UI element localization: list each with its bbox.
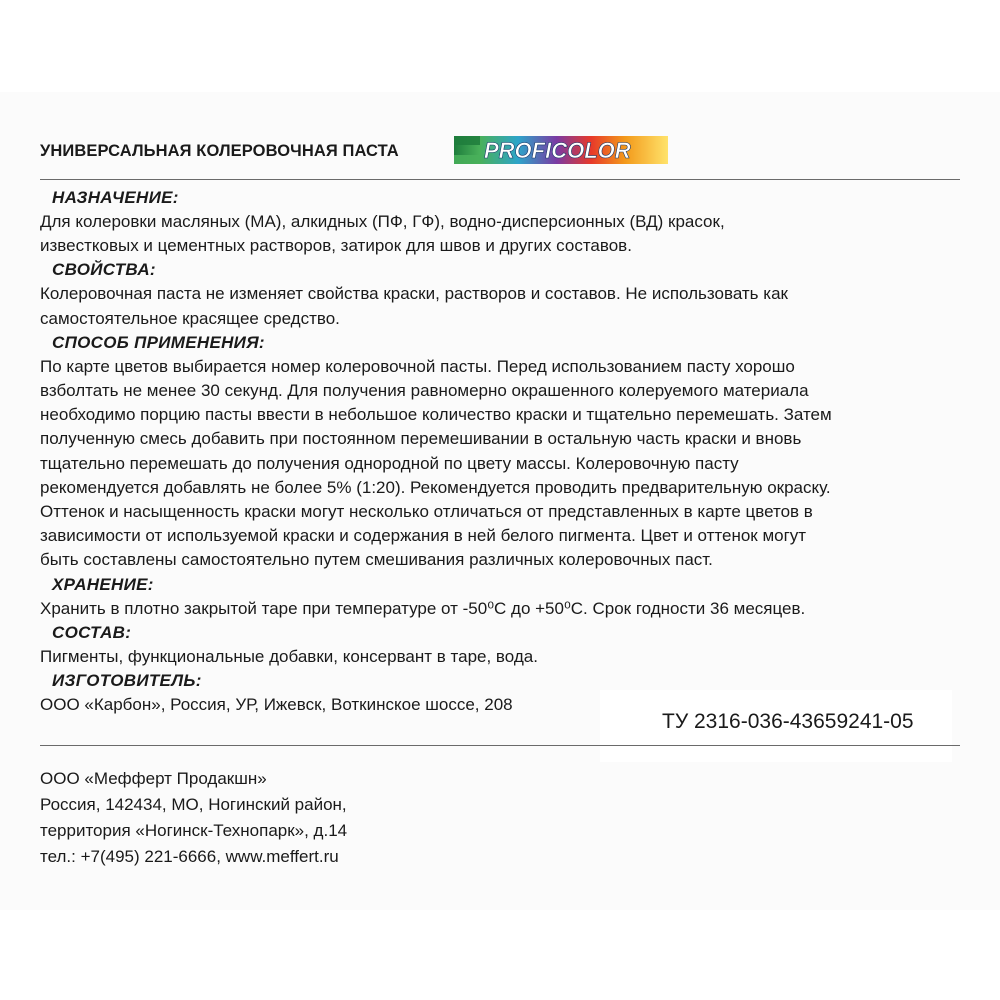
section-heading: ХРАНЕНИЕ:: [52, 574, 154, 594]
tu-number: ТУ 2316-036-43659241-05: [662, 710, 914, 733]
logo-text: PROFICOLOR: [484, 138, 631, 163]
section-text: ООО «Карбон», Россия, УР, Ижевск, Воткинское шоссе, 208: [40, 695, 513, 715]
section-text: Колеровочная паста не изменяет свойства краски, растворов и составов. Не использовать как самостоятельное красящее средство.: [40, 284, 788, 328]
section-heading: СПОСОБ ПРИМЕНЕНИЯ:: [52, 332, 265, 352]
header: [40, 136, 960, 168]
section-text: Хранить в плотно закрытой таре при температуре от -50⁰С до +50⁰С. Срок годности 36 месяцев.: [40, 598, 806, 618]
bottom-divider: [40, 745, 960, 746]
page-title: УНИВЕРСАЛЬНАЯ КОЛЕРОВОЧНАЯ ПАСТА: [40, 142, 399, 160]
importer-info: ООО «Мефферт Продакшн» Россия, 142434, МО, Ногинский район, территория «Ногинск-Технопарк», д.14 тел.: +7(495) 221-6666, www.meffert.ru: [40, 769, 348, 866]
section-heading: СОСТАВ:: [52, 622, 132, 642]
section-properties: [40, 258, 970, 330]
section-storage: [40, 573, 970, 621]
section-heading: ИЗГОТОВИТЕЛЬ:: [52, 671, 202, 691]
section-text: Пигменты, функциональные добавки, консервант в таре, вода.: [40, 646, 538, 666]
section-composition: [40, 621, 970, 669]
label-content: [40, 186, 970, 717]
section-application: [40, 331, 970, 573]
section-text: По карте цветов выбирается номер колеровочной пасты. Перед использованием пасту хорошо взболтать не менее 30 секунд. Для получения равномерно окрашенного колеруемого материала необходимо порцию пасты ввести в небольшое количество краски и тщательно перемешать. Затем полученную смесь добавить при постоянном перемешивании в остальную часть краски и вновь тщательно перемешать до получения однородной по цвету массы. Колеровочную пасту рекомендуется добавлять не более 5% (1:20). Рекомендуется проводить предварительную окраску. Оттенок и насыщенность краски могут несколько отличаться от представленных в карте цветов в зависимости от используемой краски и содержания в ней белого пигмента. Цвет и оттенок могут быть составлены самостоятельно путем смешивания различных колеровочных паст.: [40, 356, 832, 570]
proficolor-logo: [454, 136, 668, 164]
section-purpose: [40, 186, 970, 258]
section-heading: НАЗНАЧЕНИЕ:: [52, 188, 179, 207]
top-divider: [40, 179, 960, 180]
section-heading: СВОЙСТВА:: [52, 260, 156, 280]
section-text: Для колеровки масляных (МА), алкидных (ПФ, ГФ), водно-дисперсионных (ВД) красок, известковых и цементных растворов, затирок для швов и других составов.: [40, 212, 725, 256]
